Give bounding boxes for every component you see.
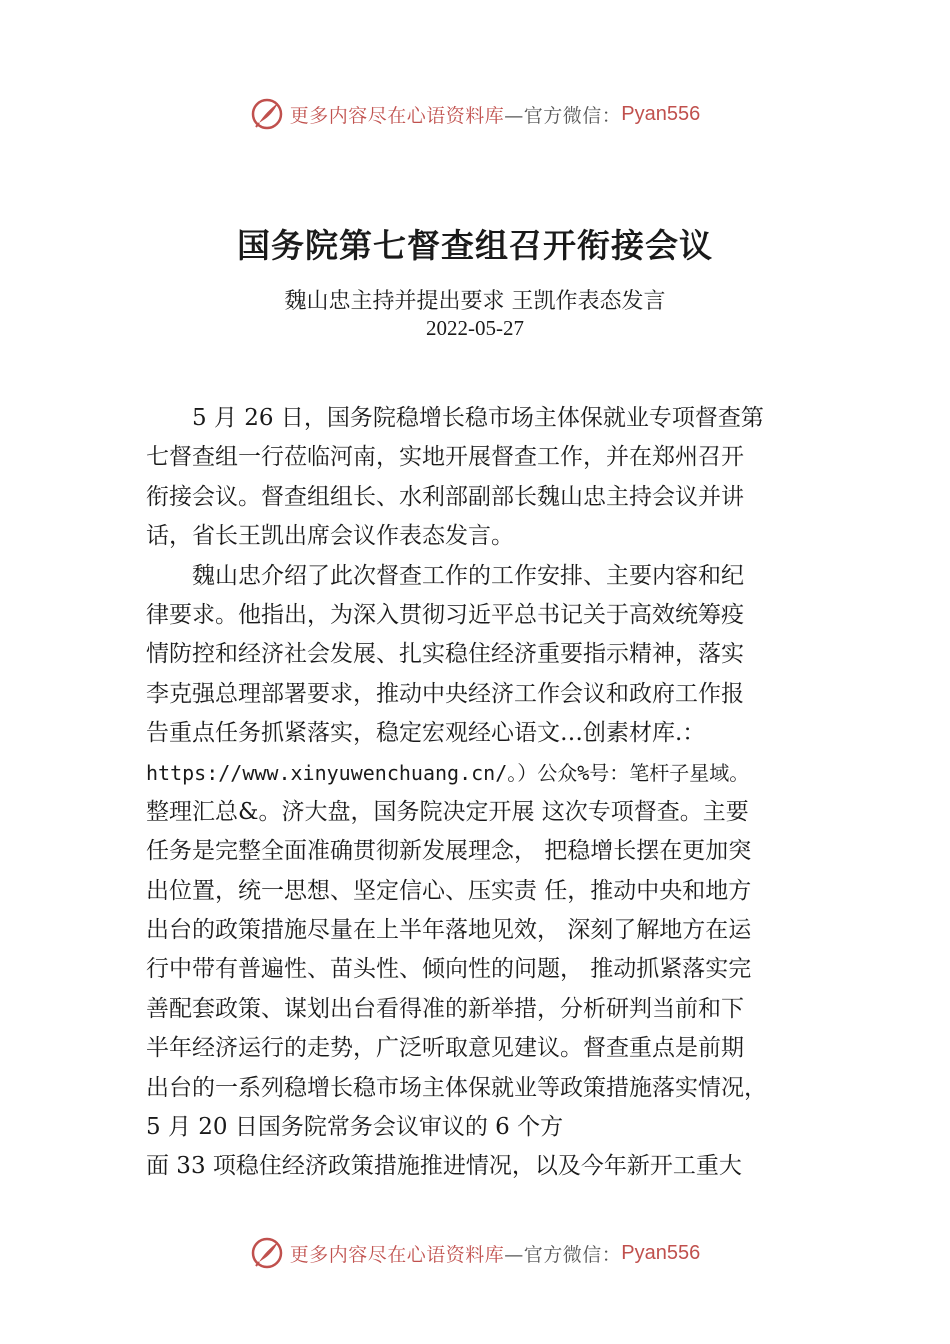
body-line: 出台的政策措施尽量在上半年落地见效， 深刻了解地方在运 — [146, 917, 752, 944]
body-line: 半年经济运行的走势，广泛听取意见建议。督查重点是前期 — [146, 1035, 744, 1062]
body-line: 5 月 20 日国务院常务会议审议的 6 个方 — [146, 1114, 564, 1141]
body-line: 衔接会议。督查组组长、水利部副部长魏山忠主持会议并讲 — [146, 483, 744, 510]
body-line: 七督查组一行莅临河南，实地开展督查工作，并在郑州召开 — [146, 444, 744, 471]
body-line: 律要求。他指出，为深入贯彻习近平总书记关于高效统筹疫 — [146, 601, 744, 628]
body-line: 善配套政策、谋划出台看得准的新举措，分析研判当前和下 — [146, 995, 744, 1022]
quill-logo-icon — [250, 97, 284, 131]
body-line: 情防控和经济社会发展、扎实稳住经济重要指示精神，落实 — [146, 641, 744, 668]
body-line: 李克强总理部署要求，推动中央经济工作会议和政府工作报 — [146, 680, 744, 707]
body-line: 出台的一系列稳增长稳市场主体保就业等政策措施落实情况， — [146, 1074, 767, 1101]
article-subtitle: 魏山忠主持并提出要求 王凯作表态发言 — [284, 289, 666, 314]
article-body — [146, 399, 846, 1187]
header-banner — [0, 94, 950, 134]
footer-banner — [0, 1233, 950, 1273]
article-title: 国务院第七督查组召开衔接会议 — [237, 226, 713, 265]
body-line: 面 33 项稳住经济政策措施推进情况，以及今年新开工重大 — [146, 1153, 742, 1180]
body-line: 任务是完整全面准确贯彻新发展理念， 把稳增长摆在更加突 — [146, 838, 752, 865]
banner-wechat-id: Pyan556 — [621, 102, 701, 125]
banner-wechat-label: —官方微信： — [504, 1243, 622, 1266]
body-line-url: https://www.xinyuwenchuang.cn/。）公众%号：笔杆子星域。 — [146, 760, 750, 785]
body-line: 整理汇总&。济大盘，国务院决定开展 这次专项督查。主要 — [146, 798, 749, 825]
body-line: 5 月 26 日，国务院稳增长稳市场主体保就业专项督查第 — [146, 405, 764, 431]
body-line: 话，省长王凯出席会议作表态发言。 — [146, 523, 514, 550]
body-line: 行中带有普遍性、苗头性、倾向性的问题， 推动抓紧落实完 — [146, 956, 752, 983]
body-line: 出位置，统一思想、坚定信心、压实责 任，推动中央和地方 — [146, 877, 752, 904]
banner-slogan: 更多内容尽在心语资料库 — [289, 104, 505, 127]
banner-wechat-label: —官方微信： — [504, 104, 622, 127]
body-line: 魏山忠介绍了此次督查工作的工作安排、主要内容和纪 — [146, 562, 744, 589]
body-line: 告重点任务抓紧落实，稳定宏观经心语文…创素材库.： — [146, 720, 706, 747]
article-date: 2022-05-27 — [426, 316, 524, 340]
quill-logo-icon — [250, 1236, 284, 1270]
banner-wechat-id: Pyan556 — [621, 1241, 701, 1264]
banner-slogan: 更多内容尽在心语资料库 — [289, 1243, 505, 1266]
